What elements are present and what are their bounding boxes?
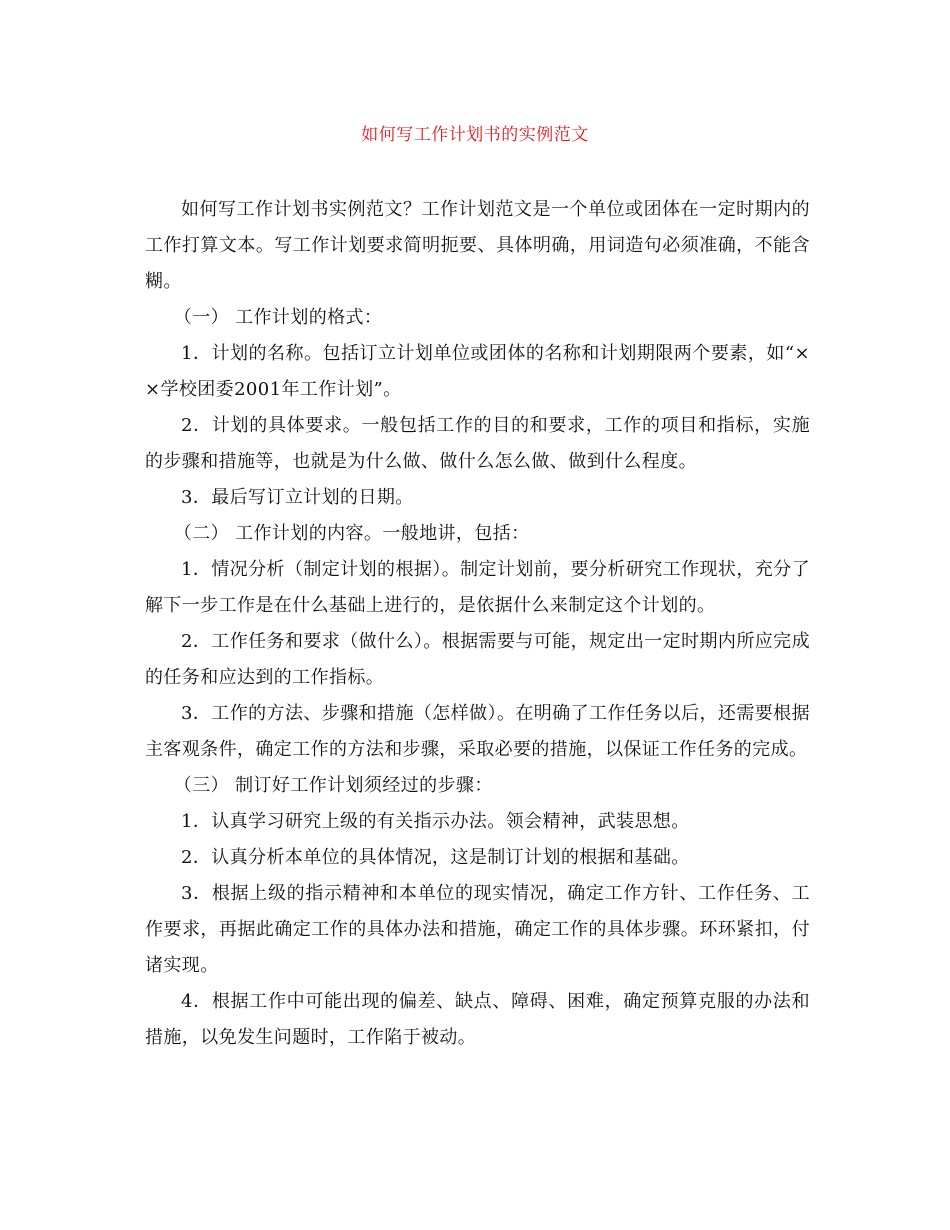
section-heading-steps: （三） 制订好工作计划须经过的步骤：: [173, 775, 493, 796]
list-item: 3．最后写订立计划的日期。: [181, 487, 414, 508]
list-item: 2．工作任务和要求（做什么）。根据需要与可能，规定出一定时期内所应完成的任务和应达到的工作指标。: [145, 631, 810, 688]
section-heading-content: （二） 工作计划的内容。一般地讲，包括：: [173, 523, 530, 544]
list-item: 2．认真分析本单位的具体情况，这是制订计划的根据和基础。: [181, 847, 690, 868]
list-item: 4．根据工作中可能出现的偏差、缺点、障碍、困难，确定预算克服的办法和措施，以免发生问题时，工作陷于被动。: [145, 991, 810, 1048]
list-item: 1．情况分析（制定计划的根据）。制定计划前，要分析研究工作现状，充分了解下一步工作是在什么基础上进行的，是依据什么来制定这个计划的。: [145, 559, 810, 616]
list-item: 3．根据上级的指示精神和本单位的现实情况，确定工作方针、工作任务、工作要求，再据此确定工作的具体办法和措施，确定工作的具体步骤。环环紧扣，付诸实现。: [145, 883, 810, 976]
document-body: [145, 192, 810, 1056]
list-item: 1．计划的名称。包括订立计划单位或团体的名称和计划期限两个要素，如“××学校团委2001年工作计划”。: [145, 343, 810, 400]
section-heading-format: （一） 工作计划的格式：: [173, 307, 383, 328]
intro-paragraph: 如何写工作计划书实例范文？工作计划范文是一个单位或团体在一定时期内的工作打算文本。写工作计划要求简明扼要、具体明确，用词造句必须准确，不能含糊。: [145, 199, 810, 292]
document-title: 如何写工作计划书的实例范文: [361, 125, 589, 145]
list-item: 2．计划的具体要求。一般包括工作的目的和要求，工作的项目和指标，实施的步骤和措施等，也就是为什么做、做什么怎么做、做到什么程度。: [145, 415, 810, 472]
list-item: 3．工作的方法、步骤和措施（怎样做）。在明确了工作任务以后，还需要根据主客观条件，确定工作的方法和步骤，采取必要的措施，以保证工作任务的完成。: [145, 703, 810, 760]
list-item: 1．认真学习研究上级的有关指示办法。领会精神，武装思想。: [181, 811, 690, 832]
